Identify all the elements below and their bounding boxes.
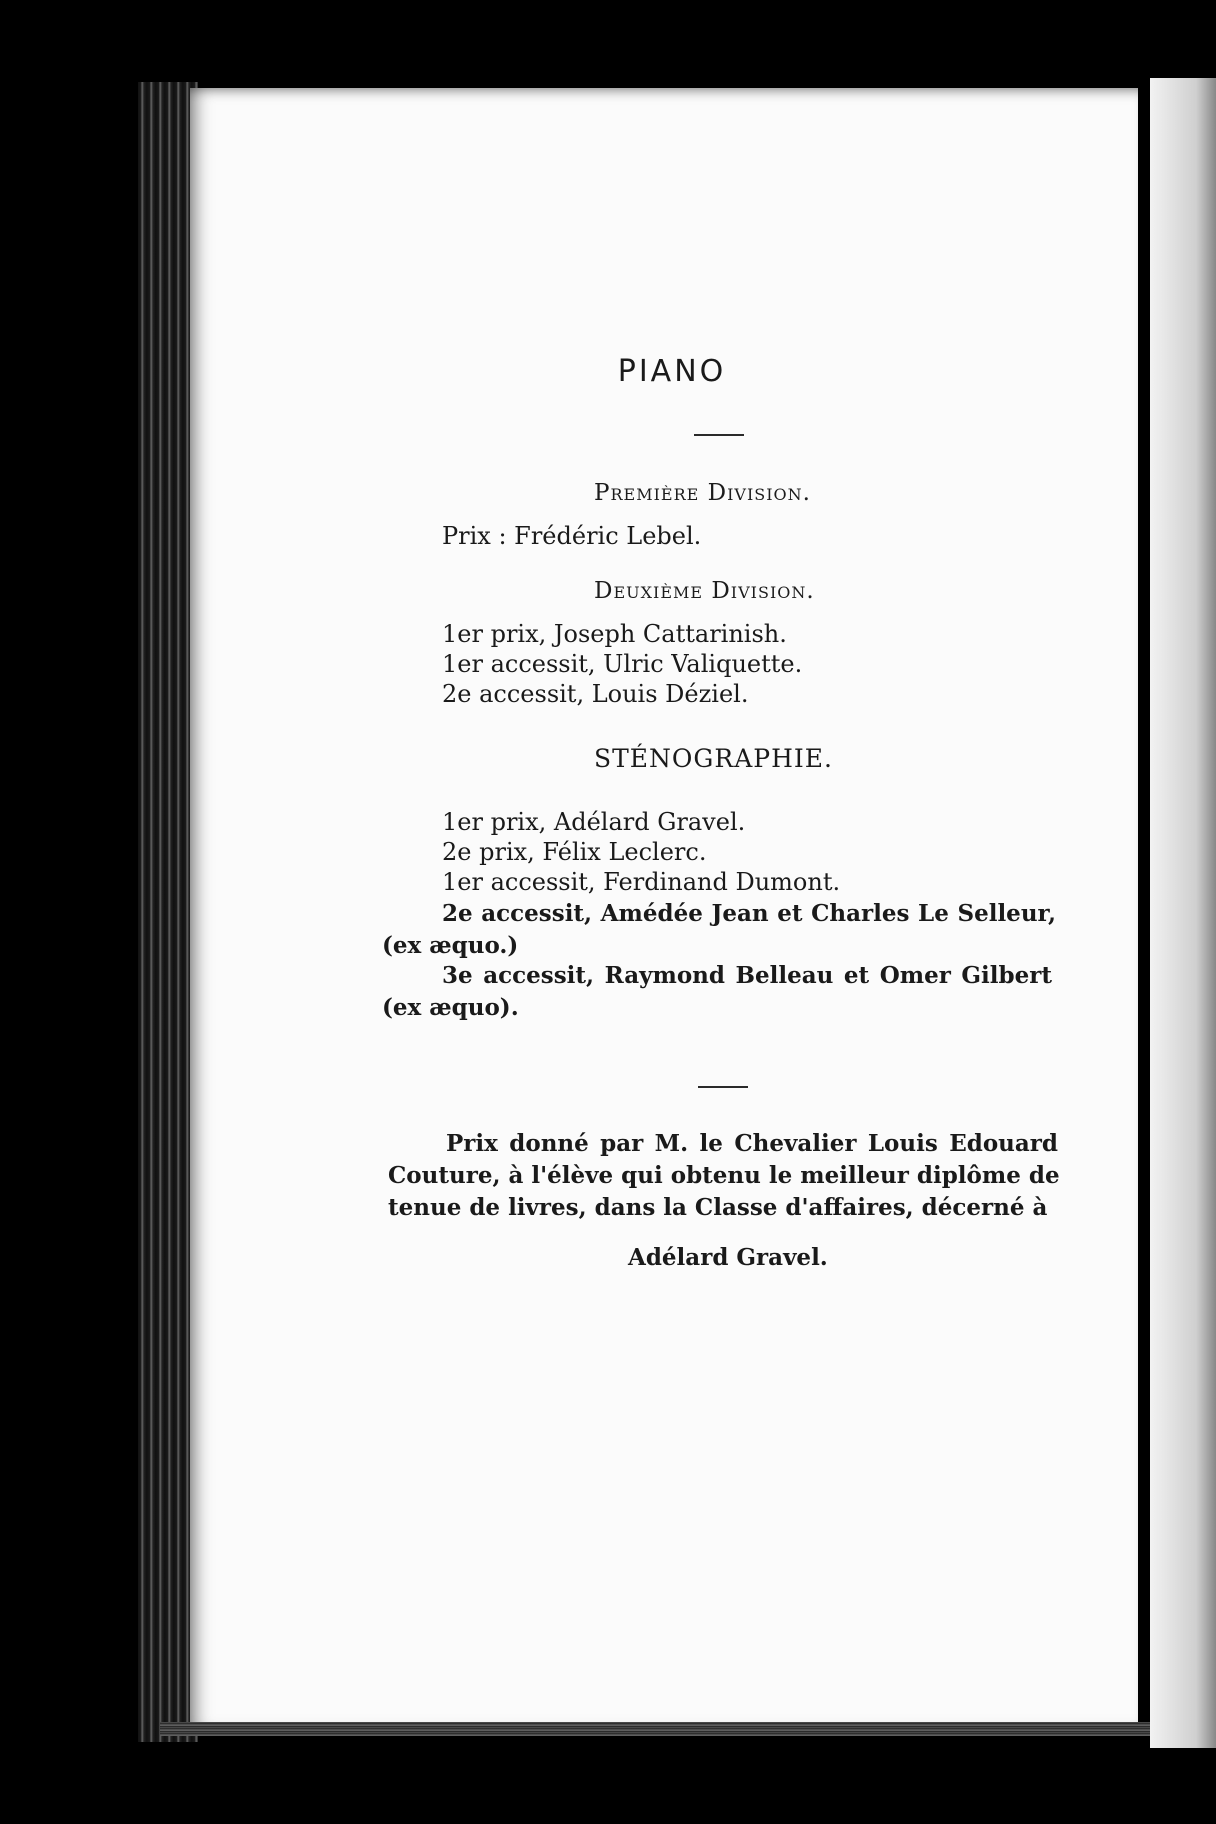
- division-1-prize: Prix : Frédéric Lebel.: [442, 522, 702, 550]
- steno-line-5-cont: (ex æquo).: [382, 994, 519, 1021]
- division-2-line-2: 1er accessit, Ulric Valiquette.: [442, 650, 803, 678]
- steno-line-5: 3e accessit, Raymond Belleau et Omer Gilbert: [442, 962, 1052, 989]
- steno-line-4-cont: (ex æquo.): [382, 932, 519, 959]
- steno-line-4: 2e accessit, Amédée Jean et Charles Le Selleur,: [442, 900, 1056, 927]
- steno-line-3: 1er accessit, Ferdinand Dumont.: [442, 868, 841, 896]
- book-bottom-edge: [160, 1722, 1150, 1736]
- facing-page-edge: [1150, 78, 1216, 1748]
- steno-line-2: 2e prix, Félix Leclerc.: [442, 838, 707, 866]
- division-2-line-1: 1er prix, Joseph Cattarinish.: [442, 620, 787, 648]
- division-heading-1: Première Division.: [594, 480, 811, 506]
- prize-text-line-2: Couture, à l'élève qui obtenu le meilleur diplôme de: [388, 1162, 1060, 1189]
- section-rule: [698, 1086, 748, 1088]
- title-rule: [694, 434, 744, 436]
- prize-winner: Adélard Gravel.: [628, 1244, 828, 1271]
- division-2-line-3: 2e accessit, Louis Déziel.: [442, 680, 749, 708]
- section-title-stenographie: STÉNOGRAPHIE.: [594, 744, 833, 773]
- prize-text-line-1: Prix donné par M. le Chevalier Louis Edouard: [446, 1130, 1058, 1157]
- book-page-edges: [138, 82, 198, 1742]
- steno-line-1: 1er prix, Adélard Gravel.: [442, 808, 746, 836]
- prize-text-line-3: tenue de livres, dans la Classe d'affaires, décerné à: [388, 1194, 1048, 1221]
- section-title-piano: PIANO: [617, 354, 727, 389]
- division-heading-2: Deuxième Division.: [594, 578, 815, 604]
